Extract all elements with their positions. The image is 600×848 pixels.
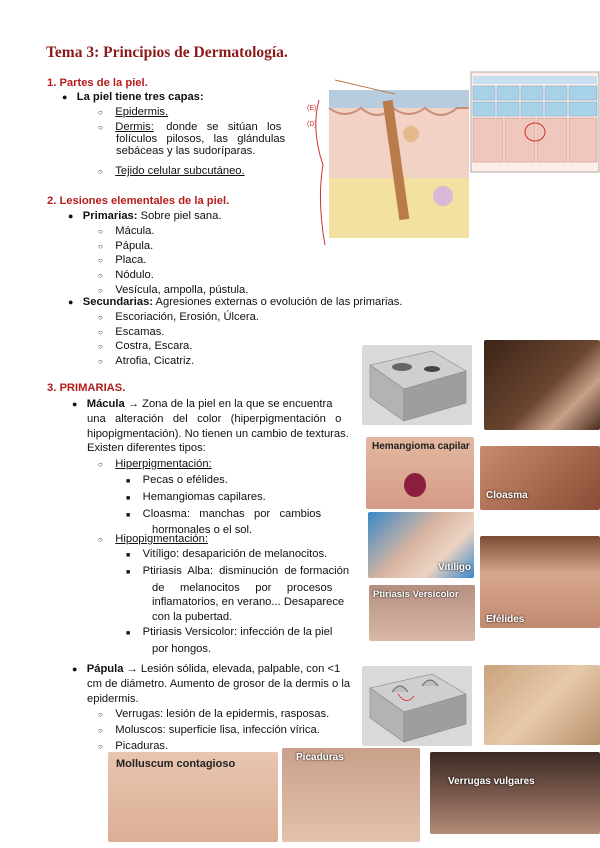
list-item: ■ Ptiriasis Alba: disminución de formación — [126, 564, 350, 577]
secundarias-label: Secundarias: — [82, 296, 154, 308]
list-item: ○ Mácula. — [98, 225, 155, 237]
list-item: ○ Escoriación, Erosión, Úlcera. — [98, 311, 259, 323]
alba-text-1: Ptiriasis Alba: disminución de formación — [142, 564, 350, 577]
hipo-list — [126, 547, 349, 657]
list-item: ■ Ptiriasis Versicolor: infección de la piel — [126, 625, 333, 638]
hiper-label: Hiperpigmentación: — [115, 458, 212, 470]
skin-layers-diagram — [305, 70, 600, 250]
papula-text-3: epidermis. — [87, 692, 139, 705]
list-item: ○ Atrofia, Cicatriz. — [98, 355, 195, 368]
papula-text-2: cm de diámetro. Aumento de grosor de la dermis o la — [87, 677, 351, 690]
hemangioma-caption: Hemangioma capilar — [372, 441, 470, 452]
molluscum-caption: Molluscum contagioso — [116, 758, 236, 770]
list-item: ■ Hemangiomas capilares. — [126, 490, 266, 503]
versicolor-photo — [369, 585, 475, 641]
macula-block: ● Mácula → Zona de la piel en la que se encuentra una alteración del color (hiperpigmentación o hipopigmentación). No tienen un cambio de texturas. Existen diferentes tipos: — [72, 397, 357, 456]
dermis-label: Dermis: — [115, 121, 154, 133]
macula-text-2: una alteración del color (hiperpigmentación o — [87, 412, 342, 425]
macula-text-3: hipopigmentación). No tienen un cambio de texturas. — [87, 427, 349, 440]
list-item-text: Pecas o efélides. — [142, 474, 228, 486]
primarias-list — [98, 225, 248, 298]
list-item: ○ Pápula. — [98, 239, 154, 252]
list-item: ○ Moluscos: superficie lisa, infección vírica. — [98, 723, 320, 736]
papula-label: Pápula — [86, 663, 124, 675]
list-item: ■ Cloasma: manchas por cambios — [126, 507, 322, 520]
list-item-text: Nódulo. — [115, 269, 154, 282]
list-item-hipo: ○ Hipopigmentación: — [98, 533, 208, 545]
list-item-text: Moluscos: superficie lisa, infección vírica. — [115, 723, 320, 736]
bullet-primarias: ● Primarias: Sobre piel sana. — [68, 210, 222, 222]
vitiligo-caption: Vitíligo — [438, 562, 472, 573]
efelides-photo — [480, 536, 600, 628]
verrugas-caption: Verrugas vulgares — [448, 776, 535, 787]
cloasma-text-1: Cloasma: manchas por cambios — [142, 507, 322, 520]
list-item-text: Vesícula, ampolla, pústula. — [115, 283, 249, 296]
versicolor-caption: Ptiriasis Versicolor — [373, 589, 459, 600]
secundarias-text: Agresiones externas o evolución de las primarias. — [153, 296, 403, 308]
list-item-hiper: ○ Hiperpigmentación: — [98, 458, 212, 470]
vitiligo-text: Vitíligo: desaparición de melanocitos. — [142, 548, 328, 560]
list-item-text: Escamas. — [115, 325, 165, 338]
list-item: ■ Pecas o efélides. — [126, 474, 228, 486]
alba-text-3: inflamatorios, en verano... Desaparece — [152, 596, 345, 609]
dermis-text-1: donde se sitúan los — [166, 121, 282, 133]
efelides-caption: Efélides — [486, 614, 525, 625]
cloasma-photo — [480, 446, 600, 510]
primarias-text: Sobre piel sana. — [137, 210, 222, 222]
section-heading-1: 1. Partes de la piel. — [47, 77, 148, 89]
list-item-text: Placa. — [115, 254, 147, 267]
cloasma-text-2: hormonales o el sol. — [152, 524, 253, 537]
list-item-text: Pápula. — [115, 239, 154, 252]
list-item-text: Escoriación, Erosión, Úlcera. — [115, 311, 259, 323]
vitiligo-hand-photo — [368, 512, 474, 578]
hemangioma-photo — [366, 437, 474, 509]
versicolor-text-2: por hongos. — [152, 642, 212, 655]
papula-3d-diagram — [362, 666, 472, 746]
macula-text-1: → Zona de la piel en la que se encuentra — [124, 398, 333, 410]
list-item-text: Picaduras. — [115, 739, 169, 752]
cloasma-caption: Cloasma — [486, 490, 528, 501]
list-item: ○ Nódulo. — [98, 269, 154, 282]
hipo-label: Hipopigmentación: — [115, 533, 208, 545]
svg-text:(D): (D) — [307, 121, 317, 128]
list-item: ○ Verrugas: lesión de la epidermis, rasposas. — [98, 708, 330, 720]
papula-block: ● Pápula → Lesión sólida, elevada, palpable, con <1 cm de diámetro. Aumento de grosor de la dermis o la epidermis. — [72, 662, 362, 706]
list-item: ○ Placa. — [98, 254, 147, 267]
svg-text:(E): (E) — [307, 105, 317, 112]
list-item: ○ Escamas. — [98, 325, 165, 338]
list-item: ○ Costra, Escara. — [98, 340, 193, 353]
section-heading-3: 3. PRIMARIAS. — [47, 382, 126, 394]
list-item: ○ Picaduras. — [98, 739, 169, 752]
tres-capas-text: La piel tiene tres capas: — [76, 91, 204, 103]
epidermis-text: Epidermis. — [115, 106, 169, 118]
picaduras-photo — [282, 748, 420, 842]
bullet-tres-capas: ● La piel tiene tres capas: — [62, 91, 204, 103]
verrugas-papula-photo — [484, 665, 600, 745]
alba-text-2: de melanocitos por procesos — [152, 581, 333, 594]
list-item: ■ Vitíligo: desaparición de melanocitos. — [126, 548, 328, 560]
list-item-tejido: ○ Tejido celular subcutáneo. — [98, 165, 245, 177]
list-item-epidermis: ○ Epidermis. — [98, 106, 169, 118]
verrugas-vulgares-photo — [430, 752, 600, 834]
primarias-label: Primarias: — [82, 210, 138, 222]
hiper-list — [126, 473, 321, 538]
macula-text-4: Existen diferentes tipos: — [87, 442, 206, 455]
picaduras-caption: Picaduras — [296, 752, 344, 763]
secundarias-list — [98, 311, 259, 370]
versicolor-text-1: Ptiriasis Versicolor: infección de la piel — [142, 625, 333, 638]
molluscum-photo — [108, 752, 278, 842]
macula-label: Mácula — [86, 398, 125, 410]
list-item-text: Costra, Escara. — [115, 340, 193, 353]
tejido-text: Tejido celular subcutáneo. — [115, 165, 245, 177]
list-item-text: Mácula. — [115, 225, 155, 237]
dermis-text-3: sebáceas y las sudoríparas. — [116, 145, 256, 157]
list-item-text: Hemangiomas capilares. — [142, 490, 266, 503]
papula-text-1: → Lesión sólida, elevada, palpable, con <1 — [123, 663, 341, 675]
list-item: ○ Vesícula, ampolla, pústula. — [98, 283, 249, 296]
list-item-dermis: ○ Dermis: donde se sitúan los folículos pilosos, las glándulas sebáceas y las sudoríparas. — [98, 121, 298, 157]
page-title: Tema 3: Principios de Dermatología. — [46, 44, 288, 61]
alba-text-4: con la pubertad. — [152, 611, 233, 624]
vitiligo-face-photo — [484, 340, 600, 430]
bullet-secundarias: ● Secundarias: Agresiones externas o evolución de las primarias. — [68, 296, 403, 308]
dermis-text-2: folículos pilosos, las glándulas — [116, 133, 286, 145]
list-item-text: Atrofia, Cicatriz. — [115, 355, 195, 368]
section-heading-2: 2. Lesiones elementales de la piel. — [47, 195, 230, 207]
list-item-text: Verrugas: lesión de la epidermis, rasposas. — [115, 708, 330, 720]
macula-3d-diagram — [362, 345, 472, 425]
